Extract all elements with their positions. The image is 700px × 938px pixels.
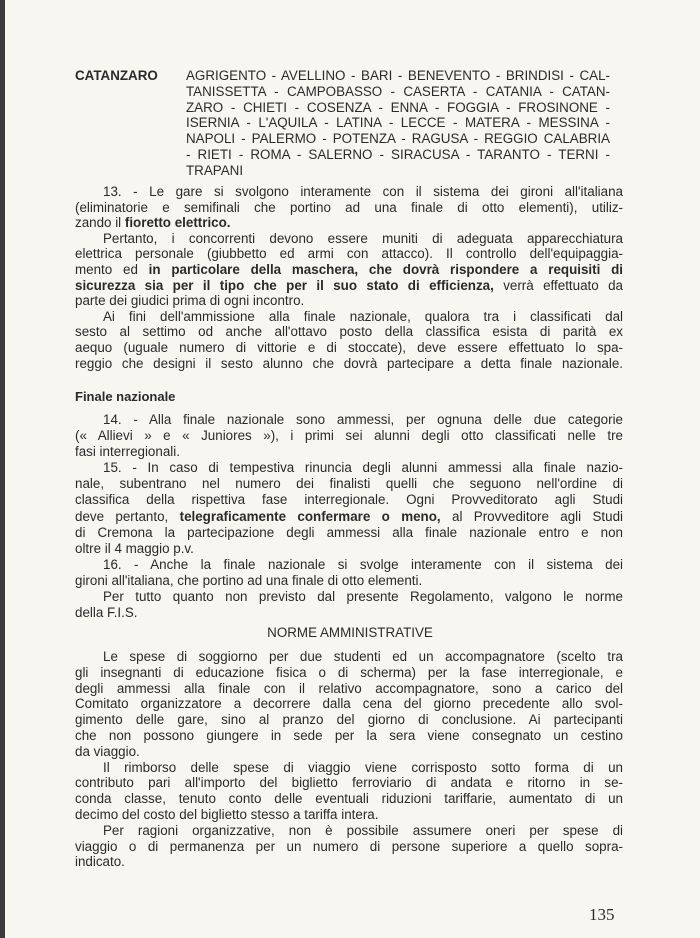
- administrative-paragraphs: [75, 649, 623, 870]
- text-line: [75, 324, 623, 340]
- text-run: decimo del costo del biglietto stesso a tariffa intera.: [75, 806, 379, 822]
- text-line: [75, 557, 623, 573]
- bold-text: fioretto elettrico.: [124, 215, 231, 231]
- bold-text: in particolare della maschera, che dovrà rispondere a requisiti di: [148, 261, 623, 277]
- text-run: gli insegnanti di educazione fisica o di scherma) per la fase interregionale, e: [75, 664, 623, 680]
- subheading-finale-nazionale: Finale nazionale: [75, 389, 176, 404]
- page-gutter-edge: [0, 0, 5, 938]
- text-line: [75, 839, 623, 855]
- text-run: mento ed: [75, 261, 149, 277]
- text-line: [75, 231, 623, 247]
- text-run: gironi all'italiana, che portino ad una finale di otto elementi.: [75, 572, 423, 588]
- text-line: [75, 665, 623, 681]
- text-run: 14. - Alla finale nazionale sono ammessi, per ognuna delle due categorie: [103, 412, 623, 427]
- text-line: [75, 605, 623, 621]
- text-line: [75, 775, 623, 791]
- text-line: [75, 541, 623, 557]
- text-line: [75, 340, 623, 356]
- text-run: da viaggio.: [75, 743, 140, 759]
- text-run: parte dei giudici prima di ogni incontro.: [75, 293, 305, 309]
- text-line: [75, 791, 623, 807]
- text-line: [75, 525, 623, 541]
- text-run: 13. - Le gare si svolgono interamente con il sistema dei gironi all'italiana: [103, 184, 623, 199]
- text-run: Per ragioni organizzative, non è possibile assumere oneri per spese di: [103, 822, 623, 838]
- text-line: [75, 309, 623, 325]
- text-run: Comitato organizzatore a decorrere dalla cena del giorno precedente allo svol-: [75, 696, 623, 712]
- text-line: [75, 649, 623, 665]
- text-line: [75, 246, 623, 262]
- text-line: [75, 460, 623, 476]
- text-run: degli ammessi alla finale con il relativo accompagnatore, sono a carico del: [75, 680, 623, 696]
- text-run: fasi interregionali.: [75, 444, 180, 460]
- text-line: [75, 262, 623, 278]
- province-list-line: TRAPANI: [186, 162, 244, 178]
- text-run: Il rimborso delle spese di viaggio viene corrisposto sotto forma di un: [103, 759, 623, 775]
- text-run: 16. - Anche la finale nazionale si svolge interamente con il sistema dei: [103, 556, 623, 572]
- text-run: di Cremona la partecipazione degli ammessi alla finale nazionale entro e non: [75, 524, 623, 540]
- bold-text: telegraficamente confermare o meno,: [179, 508, 441, 524]
- text-line: [75, 444, 623, 460]
- rules-13-paragraphs: [75, 184, 623, 371]
- text-line: [75, 200, 623, 216]
- text-run: sesto al settimo od anche all'ottavo posto della classifica esista di parità ex: [75, 324, 623, 340]
- text-run: deve pertanto,: [75, 508, 180, 524]
- text-line: [75, 412, 623, 428]
- province-list-line: ZARO - CHIETI - COSENZA - ENNA - FOGGIA - FROSINONE -: [186, 99, 610, 115]
- text-line: [75, 293, 623, 309]
- text-line: [75, 681, 623, 697]
- text-line: [75, 476, 623, 492]
- text-line: [75, 356, 623, 372]
- text-run: Pertanto, i concorrenti devono essere muniti di adeguata apparecchiatura: [103, 230, 623, 246]
- province-list-line: - RIETI - ROMA - SALERNO - SIRACUSA - TARANTO - TERNI -: [186, 146, 610, 162]
- text-line: [75, 760, 623, 776]
- text-run: contributo pari all'importo del biglietto ferroviario di andata e ritorno in se-: [75, 775, 623, 791]
- text-line: [75, 492, 623, 508]
- text-line: [75, 744, 623, 760]
- text-run: 15. - In caso di tempestiva rinuncia degli alunni ammessi alla finale nazio-: [103, 460, 623, 476]
- text-run: Per tutto quanto non previsto dal presente Regolamento, valgono le norme: [103, 589, 623, 605]
- text-line: [75, 728, 623, 744]
- text-run: elettrica personale (giubbetto ed armi con attacco). Il controllo dell'equipaggia-: [75, 246, 623, 262]
- text-run: che non possono giungere in sede per la sera viene consegnato un cestino: [75, 727, 623, 743]
- text-run: (eliminatorie e semifinali che portino ad una finale di otto elementi), utiliz-: [75, 199, 623, 215]
- text-line: [75, 278, 623, 294]
- text-line: [75, 589, 623, 605]
- text-run: aequo (uguale numero di vittorie e di stoccate), deve essere effettuato lo spa-: [75, 339, 623, 355]
- province-list-line: NAPOLI - PALERMO - POTENZA - RAGUSA - REGGIO CALABRIA: [186, 131, 610, 147]
- bold-text: sicurezza sia per il tipo che per il suo stato di efficienza,: [75, 277, 494, 293]
- text-run: (« Allievi » e « Juniores »), i primi sei alunni degli otto classificati nelle tre: [75, 428, 623, 444]
- text-line: [75, 215, 623, 231]
- text-line: [75, 428, 623, 444]
- text-run: verrà effettuato da: [493, 277, 623, 293]
- text-run: della F.I.S.: [75, 605, 138, 621]
- text-line: [75, 854, 623, 870]
- text-line: [75, 184, 623, 200]
- text-run: viaggio o di permanenza per un numero di persone superiore a quello sopra-: [75, 838, 623, 854]
- text-run: nale, subentrano nel numero dei finalisti quelli che seguono nell'ordine di: [75, 476, 623, 492]
- text-run: gimento delle gare, sino al pranzo del giorno di conclusione. Ai partecipanti: [75, 712, 623, 728]
- text-run: zando il: [75, 215, 125, 231]
- province-list-line: ISERNIA - L'AQUILA - LATINA - LECCE - MATERA - MESSINA -: [186, 115, 610, 131]
- rules-14-16-paragraphs: [75, 412, 623, 621]
- text-line: [75, 696, 623, 712]
- text-line: [75, 712, 623, 728]
- text-run: conda classe, tenuto conto delle eventuali riduzioni tariffarie, aumentato di un: [75, 791, 623, 807]
- text-line: [75, 823, 623, 839]
- province-list-line: TANISSETTA - CAMPOBASSO - CASERTA - CATANIA - CATAN-: [186, 83, 610, 99]
- text-run: reggio che designi il sesto alunno che dovrà partecipare a detta finale nazionale.: [75, 355, 623, 371]
- section-title: NORME AMMINISTRATIVE: [267, 625, 433, 640]
- text-line: [75, 573, 623, 589]
- text-line: [75, 509, 623, 525]
- text-run: oltre il 4 maggio p.v.: [75, 540, 194, 556]
- text-run: indicato.: [75, 854, 125, 870]
- text-run: classifica della rispettiva fase interregionale. Ogni Provveditorato agli Studi: [75, 492, 623, 508]
- text-run: Le spese di soggiorno per due studenti ed un accompagnatore (scelto tra: [103, 649, 623, 664]
- text-run: Ai fini dell'ammissione alla finale nazionale, qualora tra i classificati dal: [103, 308, 623, 324]
- text-line: [75, 807, 623, 823]
- province-list: [186, 68, 610, 179]
- page-number: 135: [589, 905, 615, 924]
- region-label: CATANZARO: [75, 68, 158, 83]
- province-list-line: AGRIGENTO - AVELLINO - BARI - BENEVENTO - BRINDISI - CAL-: [186, 68, 610, 83]
- text-run: al Provveditore agli Studi: [440, 508, 624, 524]
